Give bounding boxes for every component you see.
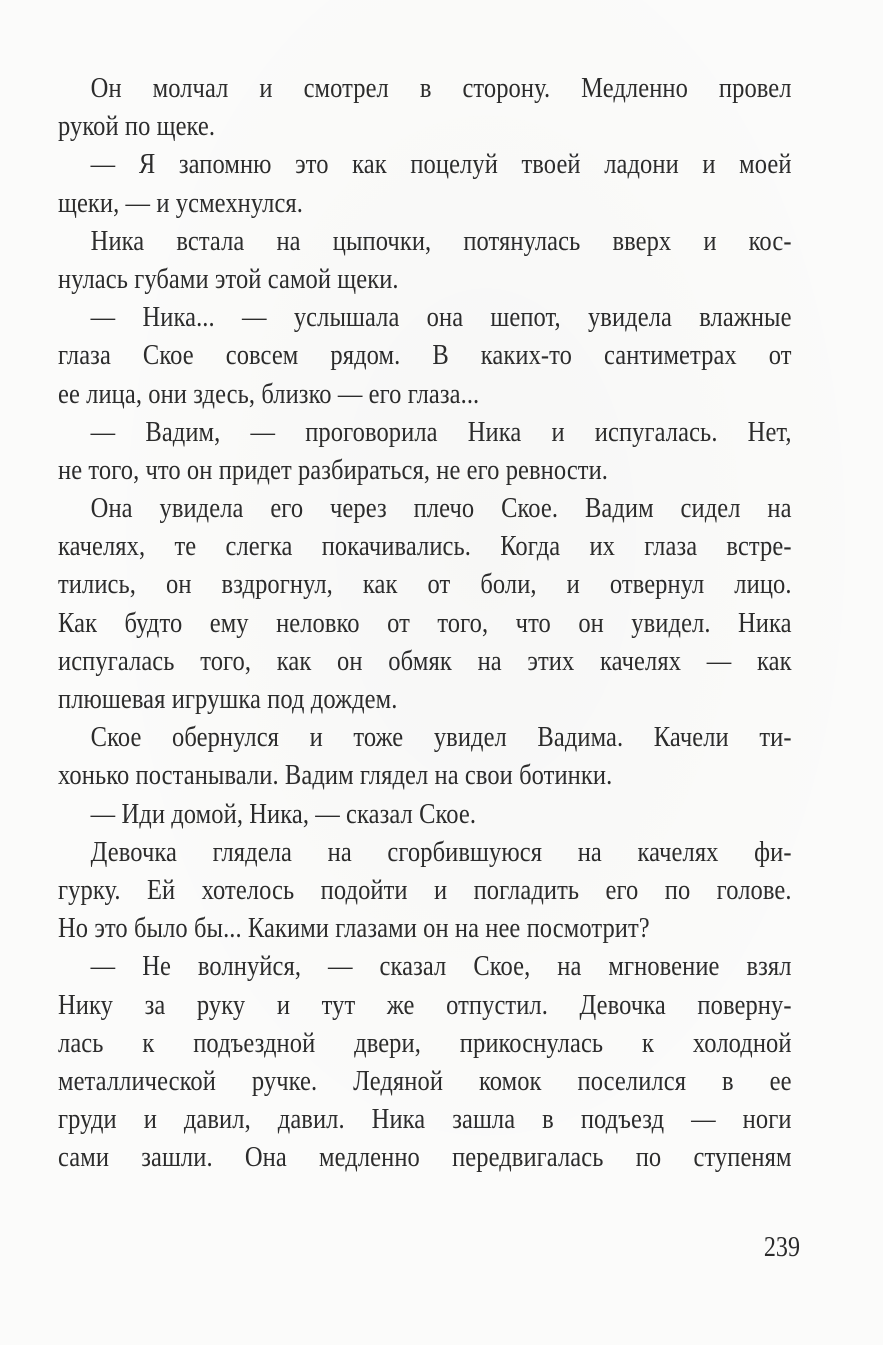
text-line: лась к подъездной двери, прикоснулась к холодной [58,1027,792,1059]
text-line: Ника встала на цыпочки, потянулась вверх и кос- [90,225,792,257]
text-line: не того, что он придет разбираться, не его ревности. [58,454,609,486]
text-line: — Не волнуйся, — сказал Ское, на мгновение взял [90,951,792,983]
text-line: — Ника... — услышала она шепот, увидела влажные [90,302,792,334]
text-line: гурку. Ей хотелось подойти и погладить его по голове. [58,874,792,906]
text-line: нулась губами этой самой щеки. [58,263,399,295]
text-line: Девочка глядела на сгорбившуюся на качелях фи- [90,836,792,868]
text-line: ее лица, они здесь, близко — его глаза... [58,378,480,410]
text-line: Но это было бы... Какими глазами он на нее посмотрит? [58,913,650,945]
text-line: щеки, — и усмехнулся. [58,187,303,219]
text-line: — Вадим, — проговорила Ника и испугалась. Нет, [90,416,792,448]
text-line: Она увидела его через плечо Ское. Вадим сидел на [90,493,792,525]
text-line: качелях, те слегка покачивались. Когда их глаза встре- [58,531,792,563]
text-line: сами зашли. Она медленно передвигалась по ступеням [58,1142,792,1174]
text-line: хонько постанывали. Вадим глядел на свои ботинки. [58,760,613,792]
text-line: груди и давил, давил. Ника зашла в подъезд — ноги [58,1104,792,1136]
text-line: металлической ручке. Ледяной комок поселился в ее [58,1065,792,1097]
text-line: Ское обернулся и тоже увидел Вадима. Качели ти- [90,722,792,754]
text-line: — Я запомню это как поцелуй твоей ладони и моей [90,149,792,181]
text-line: — Иди домой, Ника, — сказал Ское. [90,798,477,830]
text-line: Нику за руку и тут же отпустил. Девочка поверну- [58,989,792,1021]
text-line: Он молчал и смотрел в сторону. Медленно провел [90,73,792,104]
page-number: 239 [763,1232,800,1263]
text-line: глаза Ское совсем рядом. В каких-то сантиметрах от [58,340,792,372]
text-line: испугалась того, как он обмяк на этих качелях — как [58,645,792,677]
text-line: рукой по щеке. [58,111,216,143]
text-line: плюшевая игрушка под дождем. [58,684,398,715]
body-text [58,70,792,1177]
text-line: Как будто ему неловко от того, что он увидел. Ника [58,607,792,639]
text-line: тились, он вздрогнул, как от боли, и отвернул лицо. [58,569,792,601]
